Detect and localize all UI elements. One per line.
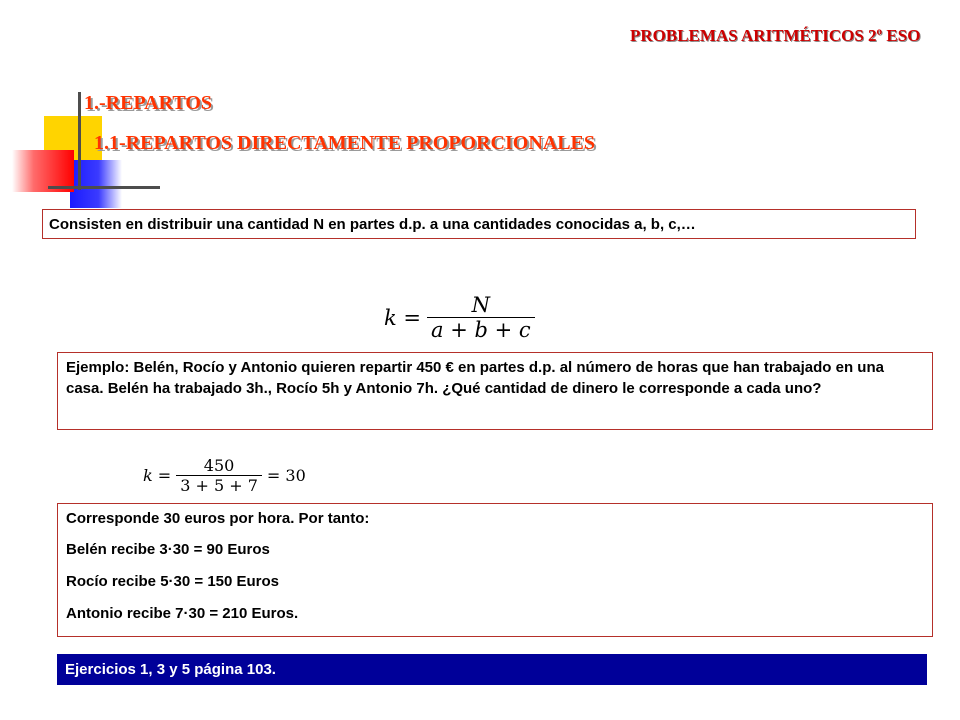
subsection-title: 1.1-REPARTOS DIRECTAMENTE PROPORCIONALES — [94, 132, 596, 154]
formula-denominator: a + b + c — [431, 318, 531, 342]
example-formula-result: = 30 — [266, 466, 306, 485]
exercises-text: Ejercicios 1, 3 y 5 página 103. — [65, 661, 276, 678]
definition-text: Consisten en distribuir una cantidad N en partes d.p. a una cantidades conocidas a, b, c,… — [49, 216, 696, 233]
solution-line: Corresponde 30 euros por hora. Por tanto: — [66, 510, 370, 527]
exercises-bar — [57, 654, 927, 685]
example-formula-fraction — [176, 456, 262, 495]
general-formula — [384, 293, 535, 342]
example-formula-numerator: 450 — [203, 456, 235, 475]
solution-line: Rocío recibe 5·30 = 150 Euros — [66, 573, 280, 590]
decorative-horizontal-line — [48, 186, 160, 189]
example-box — [57, 352, 933, 430]
definition-box — [42, 209, 916, 239]
solution-line: Belén recibe 3·30 = 90 Euros — [66, 541, 270, 558]
formula-numerator: N — [471, 293, 490, 317]
example-formula — [143, 456, 306, 495]
page-header-title: PROBLEMAS ARITMÉTICOS 2º ESO — [630, 26, 921, 45]
example-formula-denominator: 3 + 5 + 7 — [180, 476, 258, 495]
example-text: Ejemplo: Belén, Rocío y Antonio quieren repartir 450 € en partes d.p. al número de horas que han trabajado en una casa. Belén ha trabajado 3h., Rocío 5h y Antonio 7h. ¿Qué cantidad de dinero le corresponde a cada uno? — [66, 359, 884, 397]
solution-line: Antonio recibe 7·30 = 210 Euros. — [66, 605, 299, 622]
solution-box — [57, 503, 933, 637]
formula-lhs: k = — [384, 305, 421, 330]
decorative-vertical-line — [78, 92, 81, 190]
formula-fraction — [427, 293, 535, 342]
example-formula-lhs: k = — [143, 466, 172, 485]
section-title: 1.-REPARTOS — [84, 92, 213, 114]
